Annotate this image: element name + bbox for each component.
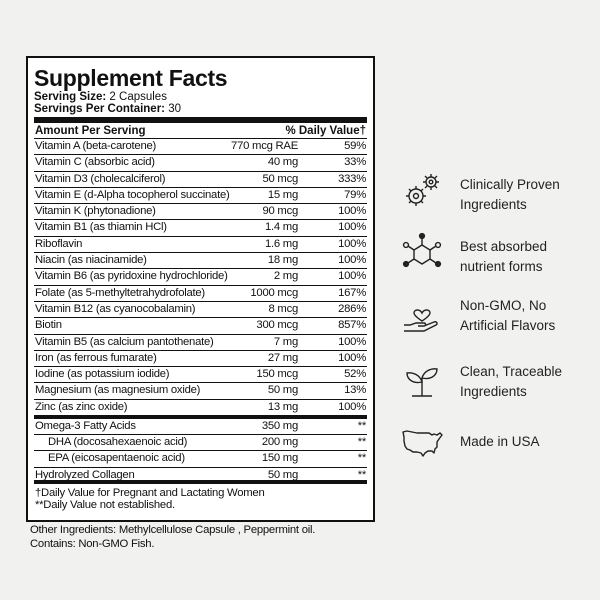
benefit-made-in-usa (400, 420, 540, 464)
serving-size: Serving Size: 2 Capsules (34, 91, 167, 103)
nutrient-row: Riboflavin 1.6 mg 100% (34, 237, 367, 253)
table-header (34, 123, 367, 139)
amount-header: Amount Per Serving (35, 125, 146, 137)
benefit-non-gmo (400, 295, 556, 339)
contains-text: Contains: Non-GMO Fish. (30, 537, 155, 550)
other-ingredients-text: Other Ingredients: Methylcellulose Capsule , Peppermint oil. (30, 524, 316, 536)
supplement-facts-panel (26, 56, 375, 522)
benefit-clinically-proven (400, 170, 560, 214)
footnote-not-established: **Daily Value not established. (35, 498, 175, 511)
nutrient-row: Iron (as ferrous fumarate) 27 mg 100% (34, 351, 367, 367)
usa-map-icon (400, 420, 444, 464)
nutrient-row: Biotin 300 mcg 857% (34, 318, 367, 334)
nutrient-row: Vitamin C (absorbic acid) 40 mg 33% (34, 155, 367, 171)
nutrient-row: Omega-3 Fatty Acids 350 mg ** (34, 419, 367, 435)
nutrient-row: DHA (docosahexaenoic acid) 200 mg ** (34, 435, 367, 451)
nutrient-row: Vitamin K (phytonadione) 90 mcg 100% (34, 204, 367, 220)
footnote-daily-value: †Daily Value for Pregnant and Lactating Women (35, 486, 265, 499)
benefit-text: Non-GMO, No Artificial Flavors (460, 298, 556, 333)
nutrient-row: Zinc (as zinc oxide) 13 mg 100% (34, 400, 367, 419)
nutrient-row: Vitamin B6 (as pyridoxine hydrochloride) 2 mg 100% (34, 269, 367, 285)
nutrient-row: EPA (eicosapentaenoic acid) 150 mg ** (34, 451, 367, 467)
nutrient-row: Vitamin E (d-Alpha tocopherol succinate) 15 mg 79% (34, 188, 367, 204)
benefit-text: Clean, Traceable Ingredients (460, 364, 563, 399)
servings-per-container: Servings Per Container: 30 (34, 103, 182, 115)
nutrient-row: Iodine (as potassium iodide) 150 mcg 52% (34, 367, 367, 383)
other-ingredients (30, 524, 390, 551)
benefit-absorbed (400, 232, 548, 276)
gears-icon (400, 170, 444, 214)
benefit-text: Made in USA (460, 434, 540, 449)
daily-value-header: % Daily Value† (285, 125, 366, 137)
heart-hand-icon (400, 295, 444, 339)
nutrient-row: Vitamin D3 (cholecalciferol) 50 mcg 333% (34, 172, 367, 188)
sprout-icon (400, 360, 444, 404)
nutrient-row: Vitamin B1 (as thiamin HCl) 1.4 mg 100% (34, 220, 367, 236)
nutrient-row: Vitamin B12 (as cyanocobalamin) 8 mcg 286% (34, 302, 367, 318)
nutrient-row: Hydrolyzed Collagen 50 mg ** (34, 468, 367, 484)
benefit-text: Clinically Proven Ingredients (460, 177, 560, 212)
nutrient-row: Magnesium (as magnesium oxide) 50 mg 13% (34, 383, 367, 399)
molecule-icon (400, 232, 444, 276)
nutrient-row: Vitamin B5 (as calcium pantothenate) 7 mg 100% (34, 335, 367, 351)
nutrient-row: Niacin (as niacinamide) 18 mg 100% (34, 253, 367, 269)
benefit-clean (400, 360, 563, 404)
panel-title: Supplement Facts (34, 65, 228, 91)
nutrient-row: Vitamin A (beta-carotene) 770 mcg RAE 59% (34, 139, 367, 155)
nutrient-row: Folate (as 5-methyltetrahydrofolate) 1000 mcg 167% (34, 286, 367, 302)
benefit-text: Best absorbed nutrient forms (460, 239, 548, 274)
